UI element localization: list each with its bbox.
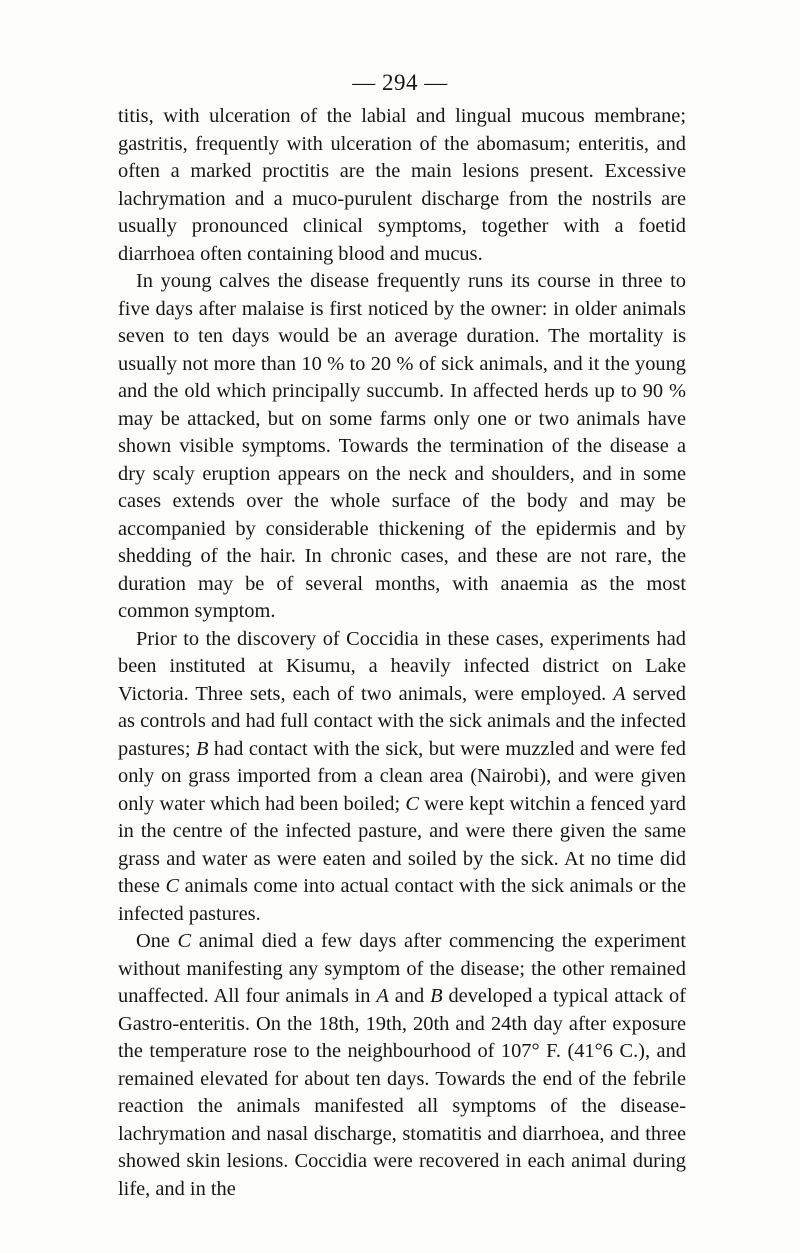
group-c-label: C xyxy=(165,875,180,897)
results-text-1: One xyxy=(136,930,178,952)
group-a-label: A xyxy=(376,985,389,1007)
group-c-label: C xyxy=(177,930,192,952)
experiments-text-5: animals come into actual contact with the sick animals or the infected pastures. xyxy=(118,875,687,925)
results-text-2: animal died a few days after commencing the experiment without manifesting any symptom of the disease; the other remained unaffected. All four animals in xyxy=(118,930,686,1007)
body-text xyxy=(118,103,686,1203)
group-b-label: B xyxy=(430,985,443,1007)
page-number: — 294 — xyxy=(352,70,448,95)
paragraph-lesions: titis, with ulceration of the labial and lingual mucous membrane; gastritis, frequently with ulceration of the abomasum; enteritis, and often a marked proctitis are the main lesions present. Excessive lachrymation and a muco-purulent discharge from the nostrils are usually pronounced clinical symptoms, together with a foetid diarrhoea often containing blood and mucus. xyxy=(118,105,686,265)
experiments-text-2: served as controls and had full contact with the sick animals and the infected pastures; xyxy=(118,682,686,760)
paragraph-results xyxy=(118,928,686,1203)
paragraph-course-of-disease: In young calves the disease frequently runs its course in three to five days after malaise is first noticed by the owner: in older animals seven to ten days would be an average duration. The mortality is usually not more than 10 % to 20 % of sick animals, and it the young and the old which principally succumb. In affected herds up to 90 % may be attacked, but on some farms only one or two animals have shown visible symptoms. Towards the termination of the disease a dry scaly eruption appears on the neck and shoulders, and in some cases extends over the whole surface of the body and may be accompanied by considerable thickening of the epidermis and by shedding of the hair. In chronic cases, and these are not rare, the duration may be of several months, with anaemia as the most common symptom. xyxy=(118,270,686,622)
experiments-text-3: had contact with the sick, but were muzzled and were fed only on grass imported from a clean area (Nairobi), and were given only water which had been boiled; xyxy=(118,737,686,815)
experiments-text-1: Prior to the discovery of Coccidia in these cases, experiments had been instituted at Kisumu, a heavily infected district on Lake Victoria. Three sets, each of two animals, were employed. xyxy=(118,627,686,705)
results-text-3: and xyxy=(388,985,431,1007)
results-text-4: developed a typical attack of Gastro-enteritis. On the 18th, 19th, 20th and 24th day after exposure the temperature rose to the neighbourhood of 107° F. (41°6 C.), and remained elevated for about ten days. Towards the end of the febrile reaction the animals manifested all symptoms of the disease-lachrymation and nasal discharge, stomatitis and diarrhoea, and three showed skin lesions. Coccidia were recovered in each animal during life, and in the xyxy=(118,985,687,1200)
group-a-label: A xyxy=(613,682,626,705)
group-c-label: C xyxy=(405,792,420,815)
group-b-label: B xyxy=(195,737,209,760)
experiments-text-4: were kept witchin a fenced yard in the centre of the infected pasture, and were there given the same grass and water as were eaten and soiled by the sick. At no time did these xyxy=(118,792,686,897)
paragraph-experiments xyxy=(118,626,686,929)
